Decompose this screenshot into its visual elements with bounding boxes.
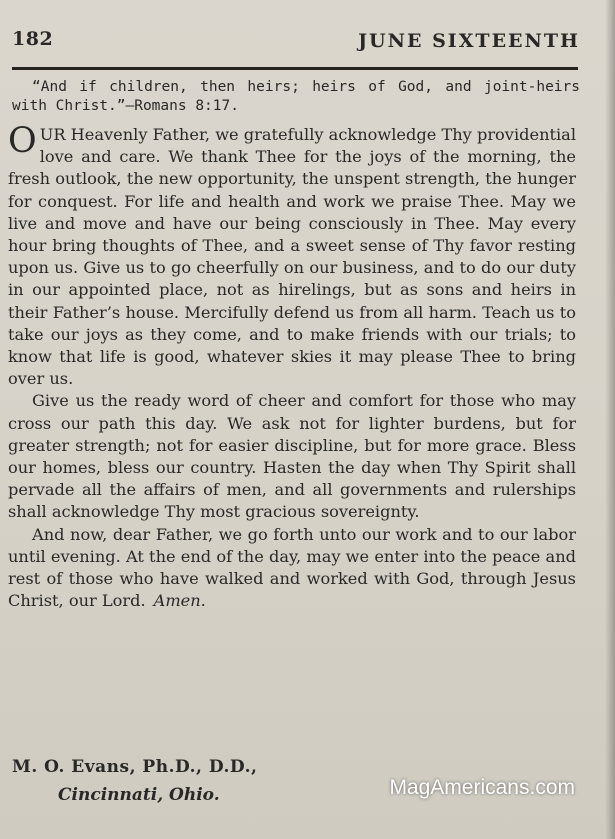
author-location: Cincinnati, Ohio.	[58, 785, 220, 805]
prayer-paragraph-2: Give us the ready word of cheer and comfort for those who may cross our path this day. We ask not for lighter burdens, but for greater strength; not for easier discipline, but for more grace. Bless our homes, bless our country. Hasten the day when Thy Spirit shall pervade all the affairs of men, and all governments and rulerships shall acknowledge Thy most gracious sovereignty.	[8, 391, 576, 522]
paragraph-3-text: And now, dear Father, we go forth unto our work and to our labor until evening. At the end of the day, may we enter into the peace and rest of those who have walked and worked with God, through Jesus Christ, our Lord.	[8, 524, 576, 611]
prayer-body	[8, 121, 576, 612]
scripture-quote: “And if children, then heirs; heirs of God, and joint-heirs with Christ.”—Romans 8:17.	[12, 79, 580, 114]
page-header	[12, 28, 580, 60]
watermark: MagAmericans.com	[389, 776, 575, 799]
drop-cap: O	[8, 121, 37, 161]
running-head: JUNE SIXTEENTH	[358, 30, 580, 52]
page-edge-shadow	[605, 0, 615, 839]
author-name: M. O. Evans, Ph.D., D.D.,	[12, 757, 258, 777]
prayer-paragraph-3	[8, 524, 576, 613]
paragraph-1-text: UR Heavenly Father, we gratefully acknowledge Thy providential love and care. We thank Thee for the joys of the morning, the fresh outlook, the new opportunity, the unspent strength, the hunger for conquest. For life and health and work we praise Thee. May we live and move and have our being consciously in Thee. May every hour bring thoughts of Thee, and a sweet sense of Thy favor resting upon us. Give us to go cheerfully on our business, and to do our duty in our appointed place, not as hirelings, but as sons and heirs in their Father’s house. Mercifully defend us from all harm. Teach us to take our joys as they come, and to make friends with our trials; to know that life is good, whatever skies it may please Thee to bring over us.	[8, 125, 576, 389]
header-rule	[12, 67, 578, 70]
prayer-paragraph-1	[8, 121, 576, 390]
amen-text: Amen.	[153, 591, 206, 611]
page-number: 182	[12, 28, 54, 50]
